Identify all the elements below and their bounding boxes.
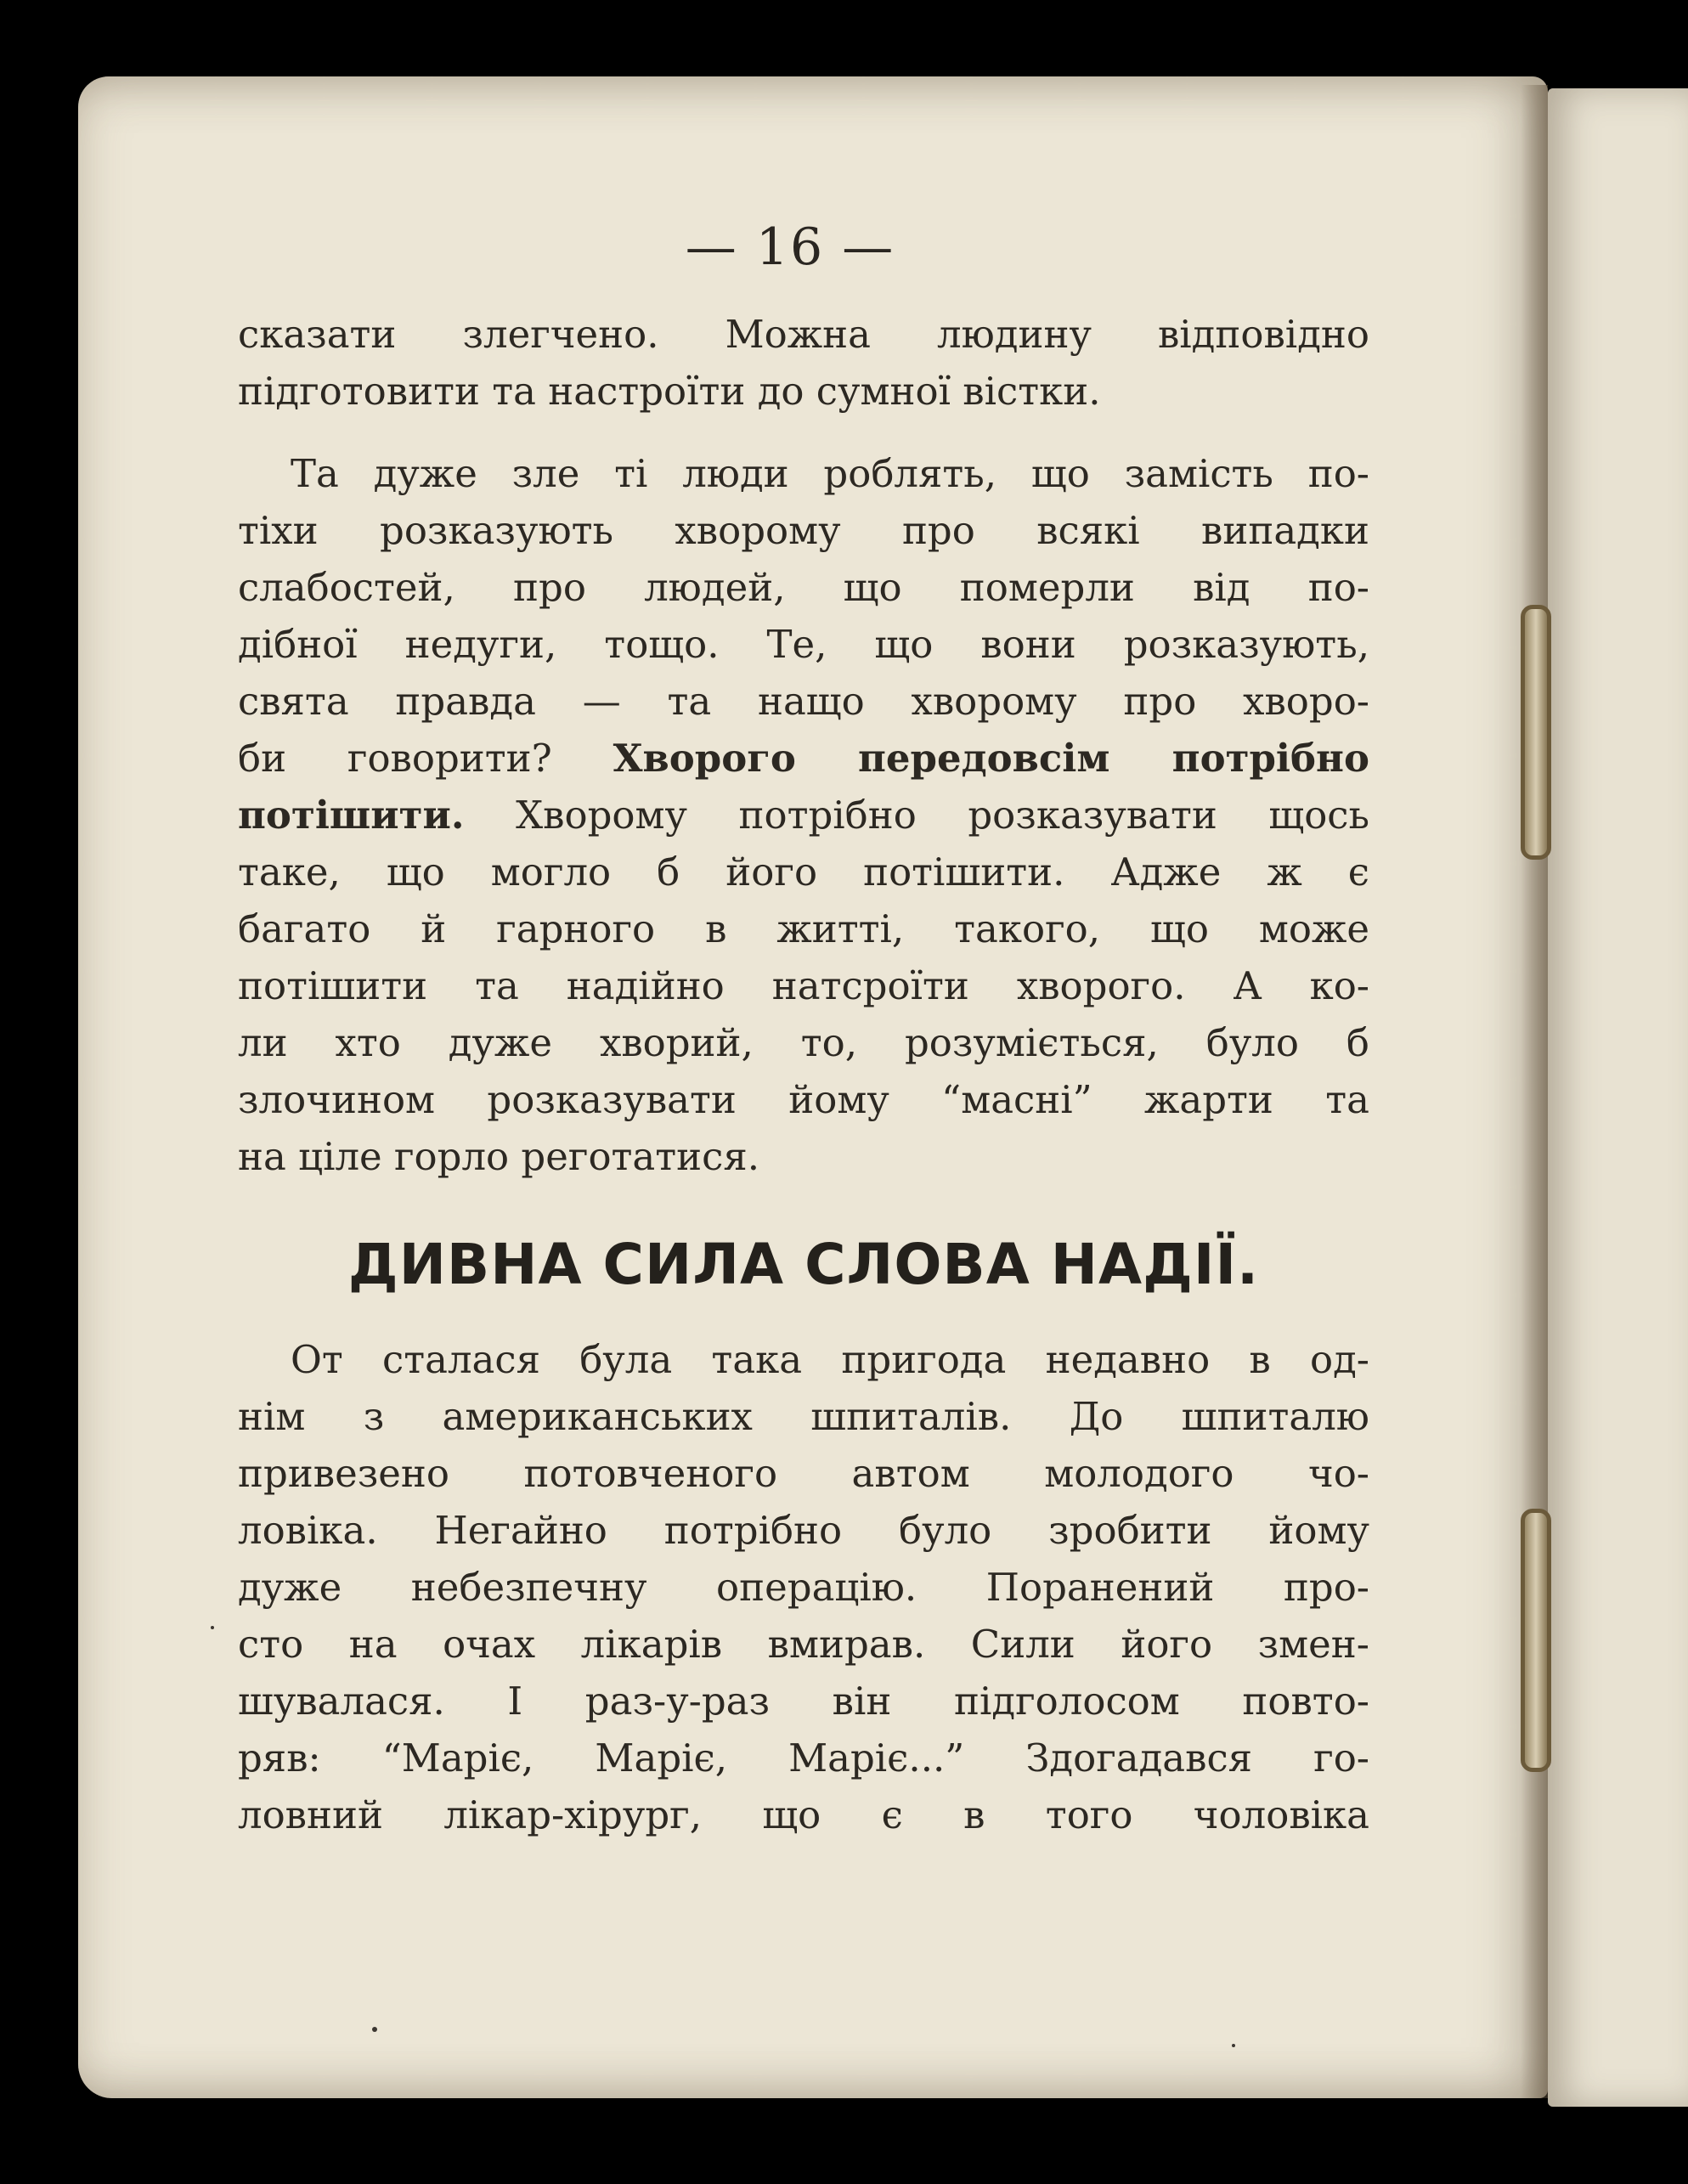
text-line: дібної недуги, тощо. Те, що вони розказують, bbox=[238, 622, 1369, 667]
text-line: От сталася була така пригода недавно в од- bbox=[291, 1337, 1369, 1382]
text-line: дуже небезпечну операцію. Поранений про- bbox=[238, 1565, 1369, 1610]
text-line: на ціле горло реготатися. bbox=[238, 1134, 760, 1179]
staple-top bbox=[1521, 605, 1551, 860]
text-line: шувалася. І раз-у-раз він підголосом повто- bbox=[238, 1679, 1369, 1724]
next-page-edge bbox=[1548, 88, 1688, 2107]
page-number: — 16 — bbox=[685, 217, 895, 277]
plain-text: Хворому потрібно розказувати щось bbox=[464, 793, 1369, 838]
text-line: підготовити та настроїти до сумної вістки. bbox=[238, 369, 1101, 414]
text-line-mixed bbox=[238, 787, 1369, 844]
text-line: ловний лікар-хірург, що є в того чоловіка bbox=[238, 1792, 1369, 1837]
text-line: слабостей, про людей, що померли від по- bbox=[238, 565, 1369, 610]
plain-text: би говорити? bbox=[238, 736, 613, 781]
page-gutter-shadow bbox=[1521, 85, 1548, 2098]
text-line: Та дуже зле ті люди роблять, що замість по- bbox=[291, 451, 1369, 496]
text-line: привезено потовченого автом молодого чо- bbox=[238, 1451, 1369, 1496]
text-line: багато й гарного в житті, такого, що може bbox=[238, 906, 1369, 951]
bold-text: Хворого передовсім потрібно bbox=[613, 736, 1369, 781]
ink-speck bbox=[1232, 2044, 1235, 2047]
text-line: ли хто дуже хворий, то, розуміється, було б bbox=[238, 1020, 1369, 1065]
section-heading: ДИВНА СИЛА СЛОВА НАДІЇ. bbox=[347, 1232, 1260, 1297]
text-line: нім з американських шпиталів. До шпиталю bbox=[238, 1394, 1369, 1439]
text-line-mixed bbox=[238, 730, 1369, 787]
text-line: ряв: “Маріє, Маріє, Маріє...” Здогадався го- bbox=[238, 1735, 1369, 1780]
ink-speck bbox=[372, 2027, 377, 2032]
text-line: злочином розказувати йому “масні” жарти та bbox=[238, 1077, 1369, 1122]
ink-speck bbox=[211, 1626, 214, 1629]
page-text bbox=[238, 306, 1369, 1843]
text-line: свята правда — та нащо хворому про хворо- bbox=[238, 679, 1369, 724]
text-line: потішити та надійно натсроїти хворого. А ко- bbox=[238, 963, 1369, 1008]
text-line: таке, що могло б його потішити. Адже ж є bbox=[238, 849, 1369, 894]
text-line: сказати злегчено. Можна людину відповідно bbox=[238, 312, 1369, 357]
staple-bottom bbox=[1521, 1509, 1551, 1772]
text-line: тіхи розказують хворому про всякі випадки bbox=[238, 508, 1369, 553]
bold-text: потішити. bbox=[238, 793, 465, 838]
text-line: сто на очах лікарів вмирав. Сили його змен- bbox=[238, 1622, 1369, 1667]
paragraph-gap bbox=[238, 420, 1369, 445]
text-line: ловіка. Негайно потрібно було зробити йому bbox=[238, 1508, 1369, 1553]
